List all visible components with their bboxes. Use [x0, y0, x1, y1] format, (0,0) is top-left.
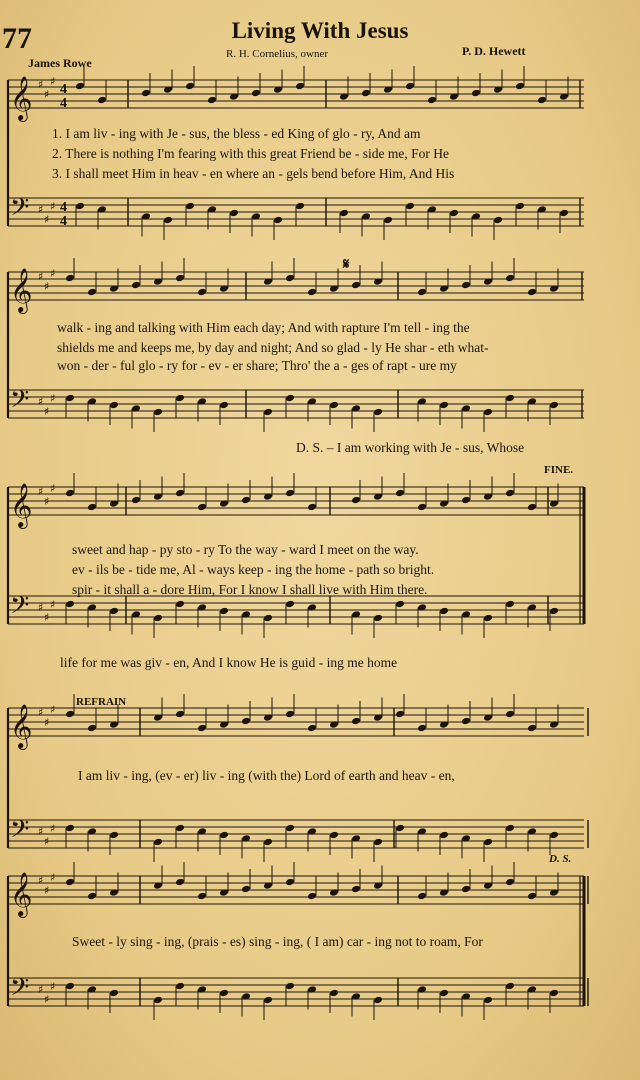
notehead — [241, 885, 251, 894]
notehead — [207, 96, 217, 105]
sharp-sign: ♯ — [50, 75, 56, 88]
notehead — [373, 614, 383, 623]
notehead — [537, 96, 547, 105]
notehead — [219, 989, 229, 998]
notehead — [505, 600, 515, 609]
notehead — [175, 394, 185, 403]
notehead — [175, 982, 185, 991]
notehead — [87, 892, 97, 901]
time-signature: 4 — [60, 214, 67, 229]
notehead — [285, 274, 295, 283]
lyric-line: walk - ing and talking with Him each day; And with rapture I'm tell - ing the — [57, 320, 470, 335]
hymn-number: 77 — [2, 22, 32, 55]
notehead — [515, 82, 525, 91]
sharp-sign: ♯ — [44, 716, 50, 729]
sharp-sign: ♯ — [38, 203, 44, 216]
notehead — [197, 724, 207, 733]
notehead — [65, 489, 75, 498]
bass-clef: 𝄢 — [10, 591, 30, 626]
notehead — [307, 724, 317, 733]
lyric-line: 3. I shall meet Him in heav - en where an - gels bend before Him, And His — [52, 166, 455, 181]
notehead — [505, 710, 515, 719]
notehead — [131, 496, 141, 505]
notehead — [285, 489, 295, 498]
notehead — [505, 394, 515, 403]
notehead — [97, 96, 107, 105]
sharp-sign: ♯ — [44, 495, 50, 508]
lyric-line: shields me and keeps me, by day and night; And so glad - ly He shar - eth what- — [57, 340, 489, 355]
lyric-line: 1. I am liv - ing with Je - sus, the bless - ed King of glo - ry, And am — [52, 126, 421, 141]
notehead — [395, 489, 405, 498]
copyright-owner: R. H. Cornelius, owner — [226, 48, 329, 60]
notehead — [505, 878, 515, 887]
notehead — [65, 824, 75, 833]
sharp-sign: ♯ — [44, 884, 50, 897]
notehead — [361, 89, 371, 98]
notehead — [439, 989, 449, 998]
notehead — [109, 989, 119, 998]
ds-lyric-line: D. S. – I am working with Je - sus, Whose — [296, 440, 525, 455]
notehead — [329, 401, 339, 410]
notehead — [109, 607, 119, 616]
notehead — [549, 831, 559, 840]
notehead — [175, 824, 185, 833]
notehead — [65, 394, 75, 403]
notehead — [307, 892, 317, 901]
notehead — [307, 503, 317, 512]
notehead — [197, 288, 207, 297]
notehead — [417, 892, 427, 901]
sharp-sign: ♯ — [50, 871, 56, 884]
notehead — [263, 614, 273, 623]
notehead — [549, 401, 559, 410]
composer-credit: P. D. Hewett — [462, 44, 526, 58]
notehead — [427, 96, 437, 105]
lyric-line: 2. There is nothing I'm fearing with this great Friend be - side me, For He — [52, 146, 449, 161]
notehead — [75, 82, 85, 91]
notehead — [505, 489, 515, 498]
bass-clef: 𝄢 — [10, 193, 30, 228]
notehead — [219, 831, 229, 840]
treble-clef: 𝄞 — [10, 268, 33, 312]
notehead — [307, 288, 317, 297]
sharp-sign: ♯ — [38, 983, 44, 996]
notehead — [527, 892, 537, 901]
notehead — [285, 982, 295, 991]
notehead — [527, 503, 537, 512]
notehead — [109, 831, 119, 840]
treble-clef: 𝄞 — [10, 76, 33, 120]
notehead — [505, 274, 515, 283]
notehead — [439, 831, 449, 840]
sharp-sign: ♯ — [38, 485, 44, 498]
notehead — [483, 838, 493, 847]
sharp-sign: ♯ — [38, 601, 44, 614]
notehead — [153, 408, 163, 417]
notehead — [285, 600, 295, 609]
notehead — [483, 614, 493, 623]
notehead — [163, 216, 173, 225]
sharp-sign: ♯ — [38, 270, 44, 283]
sharp-sign: ♯ — [44, 88, 50, 101]
notehead — [197, 892, 207, 901]
notehead — [395, 824, 405, 833]
treble-clef: 𝄞 — [10, 704, 33, 748]
notehead — [405, 202, 415, 211]
lyric-line: I am liv - ing, (ev - er) liv - ing (with the) Lord of earth and heav - en, — [78, 768, 455, 783]
notehead — [219, 401, 229, 410]
notehead — [471, 89, 481, 98]
time-signature: 4 — [60, 96, 67, 111]
notehead — [417, 288, 427, 297]
notehead — [329, 989, 339, 998]
notehead — [373, 838, 383, 847]
sharp-sign: ♯ — [38, 706, 44, 719]
sharp-sign: ♯ — [50, 703, 56, 716]
notehead — [417, 503, 427, 512]
notehead — [65, 982, 75, 991]
notehead — [285, 394, 295, 403]
notehead — [549, 989, 559, 998]
sharp-sign: ♯ — [50, 980, 56, 993]
notehead — [405, 82, 415, 91]
notehead — [395, 710, 405, 719]
lyric-line: Sweet - ly sing - ing, (prais - es) sing - ing, ( I am) car - ing not to roam, For — [72, 934, 483, 949]
sharp-sign: ♯ — [50, 267, 56, 280]
notehead — [373, 408, 383, 417]
notehead — [263, 408, 273, 417]
ds-marker: D. S. — [549, 853, 572, 865]
hymn-title: Living With Jesus — [231, 18, 409, 43]
notehead — [175, 878, 185, 887]
notehead — [241, 496, 251, 505]
notehead — [65, 710, 75, 719]
notehead — [461, 496, 471, 505]
notehead — [483, 408, 493, 417]
notehead — [241, 717, 251, 726]
notehead — [559, 209, 569, 218]
notehead — [461, 717, 471, 726]
notehead — [273, 216, 283, 225]
notehead — [175, 489, 185, 498]
notehead — [505, 982, 515, 991]
sharp-sign: ♯ — [50, 482, 56, 495]
notehead — [527, 724, 537, 733]
notehead — [295, 82, 305, 91]
notehead — [351, 717, 361, 726]
treble-clef: 𝄞 — [10, 872, 33, 916]
time-signature: 4 — [60, 82, 67, 97]
notehead — [251, 89, 261, 98]
notehead — [383, 216, 393, 225]
notehead — [493, 216, 503, 225]
lyric-line: ev - ils be - tide me, Al - ways keep - ing the home - path so bright. — [72, 562, 435, 577]
notehead — [505, 824, 515, 833]
sharp-sign: ♯ — [50, 822, 56, 835]
segno-sign: 𝄋 — [343, 257, 350, 273]
notehead — [395, 600, 405, 609]
notehead — [351, 885, 361, 894]
time-signature: 4 — [60, 200, 67, 215]
notehead — [109, 401, 119, 410]
fine-marker: FINE. — [544, 464, 574, 476]
notehead — [461, 281, 471, 290]
notehead — [75, 202, 85, 211]
sharp-sign: ♯ — [44, 835, 50, 848]
refrain-marker: REFRAIN — [76, 696, 127, 708]
sharp-sign: ♯ — [50, 200, 56, 213]
notehead — [185, 202, 195, 211]
notehead — [339, 209, 349, 218]
notehead — [175, 710, 185, 719]
sharp-sign: ♯ — [50, 392, 56, 405]
notehead — [285, 710, 295, 719]
lyric-line: sweet and hap - py sto - ry To the way - ward I meet on the way. — [72, 542, 419, 557]
notehead — [175, 600, 185, 609]
notehead — [515, 202, 525, 211]
notehead — [527, 288, 537, 297]
notehead — [439, 607, 449, 616]
notehead — [153, 838, 163, 847]
notehead — [461, 885, 471, 894]
notehead — [285, 878, 295, 887]
notehead — [439, 401, 449, 410]
sharp-sign: ♯ — [44, 611, 50, 624]
bass-clef: 𝄢 — [10, 385, 30, 420]
notehead — [263, 996, 273, 1005]
notehead — [131, 281, 141, 290]
sharp-sign: ♯ — [38, 825, 44, 838]
sharp-sign: ♯ — [38, 874, 44, 887]
notehead — [87, 503, 97, 512]
notehead — [87, 724, 97, 733]
notehead — [483, 996, 493, 1005]
notehead — [295, 202, 305, 211]
notehead — [153, 614, 163, 623]
notehead — [65, 878, 75, 887]
notehead — [219, 607, 229, 616]
notehead — [153, 996, 163, 1005]
notehead — [449, 209, 459, 218]
treble-clef: 𝄞 — [10, 483, 33, 527]
notehead — [141, 89, 151, 98]
sharp-sign: ♯ — [50, 598, 56, 611]
notehead — [229, 209, 239, 218]
notehead — [285, 824, 295, 833]
notehead — [373, 996, 383, 1005]
notehead — [175, 274, 185, 283]
sharp-sign: ♯ — [44, 405, 50, 418]
notehead — [185, 82, 195, 91]
sharp-sign: ♯ — [44, 993, 50, 1006]
sharp-sign: ♯ — [38, 395, 44, 408]
sharp-sign: ♯ — [38, 78, 44, 91]
bass-clef: 𝄢 — [10, 815, 30, 850]
notehead — [329, 831, 339, 840]
lyricist-credit: James Rowe — [28, 56, 92, 70]
notehead — [65, 600, 75, 609]
ds-lyric-line: life for me was giv - en, And I know He is guid - ing me home — [60, 655, 398, 670]
notehead — [351, 281, 361, 290]
lyric-line: won - der - ful glo - ry for - ev - er share; Thro' the a - ges of rapt - ure my — [57, 358, 457, 373]
notehead — [197, 503, 207, 512]
notehead — [263, 838, 273, 847]
lyric-line: spir - it shall a - dore Him, For I know I shall live with Him there. — [72, 582, 428, 597]
notehead — [87, 288, 97, 297]
notehead — [417, 724, 427, 733]
bass-clef: 𝄢 — [10, 973, 30, 1008]
sharp-sign: ♯ — [44, 213, 50, 226]
sharp-sign: ♯ — [44, 280, 50, 293]
notehead — [351, 496, 361, 505]
notehead — [549, 607, 559, 616]
notehead — [65, 274, 75, 283]
